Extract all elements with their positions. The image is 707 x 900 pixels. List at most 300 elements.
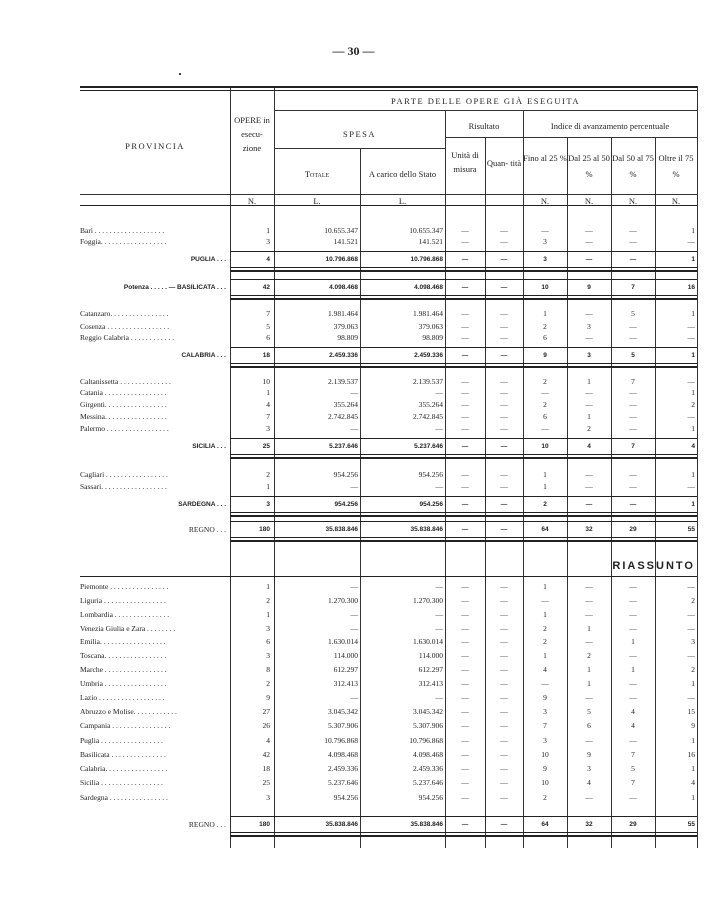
cell-sta: 954.256 (419, 501, 443, 508)
cell-tot: — (350, 610, 358, 619)
cell-sta: 10.796.868 (410, 256, 443, 263)
row-name: Caltanissetta . . . . . . . . . . . . . . (80, 377, 171, 386)
cell-c4: 1 (691, 388, 695, 397)
cell-c4: 2 (691, 596, 695, 605)
header-top-rule (80, 86, 697, 88)
cell-c2: — (585, 610, 593, 619)
cell-tot: 2.459.336 (328, 764, 358, 773)
cell-um: — (461, 377, 469, 386)
cell-opere: 4 (266, 736, 270, 745)
right-edge-line (697, 86, 698, 848)
cell-sta: — (435, 482, 443, 491)
cell-c4: 1 (691, 764, 695, 773)
cell-c2: 4 (587, 778, 591, 787)
cell-c4: — (687, 333, 695, 342)
cell-c2: — (585, 256, 593, 263)
cell-c3: — (629, 693, 637, 702)
row-name: Puglia . . . . . . . . . . . . . . . . . (80, 736, 163, 745)
cell-q: — (500, 470, 508, 479)
unit-totale: L. (313, 196, 321, 206)
cell-c1: — (541, 596, 549, 605)
cell-sta: 355.264 (418, 400, 443, 409)
cell-c2: — (585, 333, 593, 342)
cell-opere: 3 (266, 424, 270, 433)
cell-c1: 6 (543, 412, 547, 421)
row-name: Lazio . . . . . . . . . . . . . . . . . . (80, 693, 165, 702)
cell-c2: 1 (587, 679, 591, 688)
cell-c4: — (687, 237, 695, 246)
cell-opere: 18 (262, 764, 270, 773)
cell-sta: 5.307.906 (413, 721, 443, 730)
header-fino: Fino al 25 % (523, 153, 567, 163)
row-name: REGNO . . . (188, 820, 226, 829)
cell-c3: 7 (631, 443, 635, 450)
cell-c4: 1 (691, 309, 695, 318)
cell-c4: 2 (691, 665, 695, 674)
cell-um: — (461, 400, 469, 409)
unit-oltre: N. (671, 196, 681, 206)
row-name: PUGLIA . . . (190, 256, 226, 263)
cell-c3: 4 (631, 707, 635, 716)
cell-um: — (461, 721, 469, 730)
total-rule (230, 816, 697, 817)
cell-c4: 55 (687, 526, 695, 533)
cell-c4: 1 (691, 352, 695, 359)
cell-q: — (500, 333, 508, 342)
cell-q: — (500, 707, 508, 716)
row-name: Basilicata . . . . . . . . . . . . . . . (80, 750, 166, 759)
cell-sta: 1.630.014 (413, 637, 443, 646)
col-line (445, 110, 446, 848)
cell-opere: 4 (266, 256, 270, 263)
cell-sta: 379.063 (418, 322, 443, 331)
cell-sta: 35.838.846 (410, 821, 443, 828)
header-provincia: PROVINCIA (125, 141, 185, 151)
cell-c2: 5 (587, 707, 591, 716)
cell-sta: 954.256 (418, 470, 443, 479)
cell-c1: — (541, 679, 549, 688)
cell-c4: 9 (691, 721, 695, 730)
cell-c3: — (629, 400, 637, 409)
cell-um: — (461, 352, 469, 359)
cell-c1: 9 (543, 352, 547, 359)
cell-c1: 6 (543, 333, 547, 342)
cell-c3: 7 (631, 778, 635, 787)
cell-c3: 29 (629, 821, 637, 828)
cell-c3: — (629, 388, 637, 397)
cell-opere: 2 (266, 596, 270, 605)
cell-c4: — (687, 693, 695, 702)
cell-tot: 10.655.347 (324, 226, 358, 235)
cell-c2: — (585, 793, 593, 802)
row-name: Palermo . . . . . . . . . . . . . . . . . (80, 424, 169, 433)
cell-c1: 7 (543, 721, 547, 730)
cell-tot: 954.256 (333, 470, 358, 479)
cell-q: — (500, 736, 508, 745)
cell-c2: 32 (585, 526, 593, 533)
cell-q: — (500, 352, 508, 359)
cell-tot: 141.521 (333, 237, 358, 246)
row-name: Liguria . . . . . . . . . . . . . . . . . (80, 596, 166, 605)
cell-opere: 3 (266, 237, 270, 246)
cell-q: — (500, 443, 508, 450)
cell-q: — (500, 388, 508, 397)
cell-tot: 954.256 (334, 501, 358, 508)
cell-opere: 6 (266, 333, 270, 342)
cell-c2: — (585, 582, 593, 591)
cell-sta: — (435, 693, 443, 702)
stray-dot (179, 73, 181, 75)
total-rule (230, 347, 697, 348)
cell-sta: 954.256 (418, 793, 443, 802)
row-name: Toscana. . . . . . . . . . . . . . . . . (80, 651, 167, 660)
cell-c2: 2 (587, 651, 591, 660)
cell-c4: 1 (691, 679, 695, 688)
cell-c1: 2 (543, 637, 547, 646)
cell-c3: 1 (631, 665, 635, 674)
cell-um: — (461, 284, 469, 291)
cell-opere: 3 (266, 624, 270, 633)
cell-opere: 3 (266, 793, 270, 802)
cell-opere: 2 (266, 679, 270, 688)
cell-tot: 35.838.846 (325, 526, 358, 533)
row-name: Piemonte . . . . . . . . . . . . . . . . (80, 582, 169, 591)
row-name: Cosenza . . . . . . . . . . . . . . . . . (80, 322, 170, 331)
cell-c2: — (585, 482, 593, 491)
row-name: Emilia. . . . . . . . . . . . . . . . . . (80, 637, 166, 646)
cell-c4: 4 (691, 778, 695, 787)
cell-c1: 10 (541, 750, 549, 759)
cell-c1: — (541, 388, 549, 397)
cell-c4: — (687, 610, 695, 619)
cell-c1: 64 (541, 526, 549, 533)
cell-um: — (461, 482, 469, 491)
cell-c4: — (687, 322, 695, 331)
cell-c3: — (629, 679, 637, 688)
cell-sta: 5.237.646 (413, 778, 443, 787)
cell-tot: — (350, 582, 358, 591)
unit-dal25: N. (584, 196, 594, 206)
cell-c4: 3 (691, 637, 695, 646)
header-opere: OPERE in esecu- zione (234, 115, 270, 153)
cell-c2: 9 (587, 284, 591, 291)
cell-tot: 1.270.300 (328, 596, 358, 605)
cell-c4: 55 (687, 821, 695, 828)
total-rule (230, 363, 697, 364)
cell-sta: 10.796.868 (409, 736, 443, 745)
cell-sta: 2.459.336 (413, 764, 443, 773)
cell-opere: 10 (262, 377, 270, 386)
cell-tot: 4.098.468 (329, 284, 358, 291)
row-name: Lombardia . . . . . . . . . . . . . . . (80, 610, 170, 619)
cell-c4: 16 (687, 750, 695, 759)
row-name: Venezia Giulia e Zara . . . . . . . . (80, 624, 176, 633)
row-name: CALABRIA . . . (181, 352, 226, 359)
cell-c3: 1 (631, 637, 635, 646)
row-name: SICILIA . . . (192, 443, 226, 450)
col-line (655, 137, 656, 848)
cell-um: — (461, 322, 469, 331)
cell-q: — (500, 400, 508, 409)
header-dal50: Dal 50 al 75 % (612, 153, 654, 179)
cell-opere: 180 (259, 526, 270, 533)
row-name: Catania . . . . . . . . . . . . . . . . . (80, 388, 167, 397)
unit-dal50: N. (628, 196, 638, 206)
row-name: Girgenti. . . . . . . . . . . . . . . . . (80, 400, 167, 409)
cell-c4: — (687, 377, 695, 386)
cell-c1: — (541, 226, 549, 235)
total-rule (230, 251, 697, 252)
cell-q: — (500, 596, 508, 605)
cell-c1: 64 (541, 821, 549, 828)
total-rule (230, 295, 697, 296)
cell-um: — (461, 707, 469, 716)
cell-c3: — (629, 736, 637, 745)
cell-c1: 1 (543, 470, 547, 479)
total-rule (230, 496, 697, 497)
col-line (523, 110, 524, 848)
cell-c1: 2 (543, 501, 547, 508)
cell-sta: 612.297 (418, 665, 443, 674)
cell-c2: 9 (587, 750, 591, 759)
cell-opere: 42 (262, 284, 270, 291)
cell-c3: 5 (631, 352, 635, 359)
cell-c4: 1 (691, 470, 695, 479)
cell-c1: 9 (543, 764, 547, 773)
cell-opere: 1 (266, 582, 270, 591)
cell-c3: — (629, 322, 637, 331)
cell-c1: 3 (543, 736, 547, 745)
cell-q: — (500, 526, 508, 533)
row-name: Sassari. . . . . . . . . . . . . . . . . . (80, 482, 167, 491)
cell-opere: 3 (266, 651, 270, 660)
cell-opere: 1 (266, 610, 270, 619)
cell-um: — (461, 333, 469, 342)
cell-c1: 2 (543, 322, 547, 331)
cell-c3: 7 (631, 377, 635, 386)
cell-c2: — (585, 693, 593, 702)
cell-c3: 5 (631, 764, 635, 773)
cell-tot: 1.630.014 (328, 637, 358, 646)
cell-q: — (500, 793, 508, 802)
cell-c2: — (585, 226, 593, 235)
row-name: Sardegna . . . . . . . . . . . . . . . . (80, 793, 168, 802)
cell-um: — (461, 237, 469, 246)
cell-q: — (500, 284, 508, 291)
header-spesa: SPESA (342, 129, 376, 139)
cell-c2: — (585, 501, 593, 508)
col-line (611, 137, 612, 848)
cell-um: — (461, 501, 469, 508)
cell-um: — (461, 424, 469, 433)
cell-c4: 2 (691, 400, 695, 409)
header-parte: PARTE DELLE OPERE GIÀ ESEGUITA (391, 96, 580, 106)
cell-opere: 26 (262, 721, 270, 730)
page-number: — 30 — (332, 44, 375, 58)
cell-q: — (500, 679, 508, 688)
cell-sta: 114.000 (418, 651, 443, 660)
cell-c2: 32 (585, 821, 593, 828)
header-totale: Totale (304, 169, 330, 179)
cell-tot: 10.796.868 (324, 736, 358, 745)
total-rule (230, 457, 697, 459)
riassunto-title: RIASSUNTO (612, 560, 695, 572)
cell-c4: 1 (691, 256, 695, 263)
cell-sta: — (435, 582, 443, 591)
total-rule (230, 454, 697, 455)
row-name: Campania . . . . . . . . . . . . . . . . (80, 721, 171, 730)
unit-opere: N. (247, 196, 257, 206)
cell-c4: 1 (691, 424, 695, 433)
cell-c1: 10 (541, 778, 549, 787)
cell-c2: — (585, 388, 593, 397)
cell-q: — (500, 778, 508, 787)
cell-um: — (461, 610, 469, 619)
cell-q: — (500, 764, 508, 773)
header-dal25: Dal 25 al 50 % (568, 153, 610, 179)
cell-c2: — (585, 309, 593, 318)
cell-c2: — (585, 237, 593, 246)
cell-c2: 1 (587, 412, 591, 421)
cell-q: — (500, 624, 508, 633)
cell-c1: 1 (543, 651, 547, 660)
cell-opere: 5 (266, 322, 270, 331)
cell-tot: 2.459.336 (329, 352, 358, 359)
cell-um: — (461, 388, 469, 397)
cell-tot: 1.981.464 (328, 309, 358, 318)
cell-c1: 9 (543, 693, 547, 702)
total-rule (230, 540, 697, 542)
cell-c3: — (629, 610, 637, 619)
row-name: Sicilia . . . . . . . . . . . . . . . . . (80, 778, 163, 787)
cell-c3: 7 (631, 750, 635, 759)
cell-q: — (500, 226, 508, 235)
cell-q: — (500, 821, 508, 828)
cell-c1: 3 (543, 707, 547, 716)
cell-opere: 27 (262, 707, 270, 716)
cell-um: — (461, 443, 469, 450)
cell-tot: 312.413 (333, 679, 358, 688)
cell-tot: — (350, 624, 358, 633)
cell-c2: 1 (587, 377, 591, 386)
cell-tot: — (350, 424, 358, 433)
cell-tot: 2.742.845 (328, 412, 358, 421)
cell-um: — (461, 821, 469, 828)
cell-um: — (461, 651, 469, 660)
cell-tot: 3.045.342 (328, 707, 358, 716)
cell-c3: — (629, 226, 637, 235)
cell-tot: 5.237.646 (328, 778, 358, 787)
cell-c1: 1 (543, 610, 547, 619)
row-name: Reggio Calabria . . . . . . . . . . . . (80, 333, 174, 342)
cell-opere: 3 (266, 501, 270, 508)
row-name: Foggia. . . . . . . . . . . . . . . . . . (80, 237, 167, 246)
cell-sta: 98.809 (422, 333, 443, 342)
cell-sta: 312.413 (418, 679, 443, 688)
cell-q: — (500, 309, 508, 318)
cell-sta: — (435, 624, 443, 633)
cell-c3: — (629, 470, 637, 479)
unit-fino: N. (540, 196, 550, 206)
cell-q: — (500, 721, 508, 730)
cell-c2: 4 (587, 443, 591, 450)
cell-um: — (461, 679, 469, 688)
cell-c3: — (629, 651, 637, 660)
cell-opere: 4 (266, 400, 270, 409)
header-unita: Unità di misura (451, 150, 479, 174)
total-rule (230, 521, 697, 522)
cell-um: — (461, 736, 469, 745)
cell-c1: 10 (541, 443, 549, 450)
cell-c3: — (629, 596, 637, 605)
cell-q: — (500, 501, 508, 508)
cell-c3: — (629, 482, 637, 491)
total-rule (230, 438, 697, 439)
cell-c1: 1 (543, 582, 547, 591)
cell-q: — (500, 377, 508, 386)
total-rule (230, 267, 697, 268)
header-line-sub (445, 137, 697, 138)
cell-um: — (461, 309, 469, 318)
cell-c1: 1 (543, 309, 547, 318)
cell-c3: — (629, 237, 637, 246)
cell-c4: 1 (691, 226, 695, 235)
cell-q: — (500, 610, 508, 619)
cell-um: — (461, 412, 469, 421)
cell-tot: — (350, 388, 358, 397)
cell-sta: 35.838.846 (410, 526, 443, 533)
col-line (360, 148, 361, 848)
cell-um: — (461, 665, 469, 674)
cell-q: — (500, 651, 508, 660)
cell-sta: 4.098.468 (413, 750, 443, 759)
cell-opere: 6 (266, 637, 270, 646)
total-rule (230, 512, 697, 513)
cell-opere: 7 (266, 309, 270, 318)
cell-um: — (461, 624, 469, 633)
cell-c4: 1 (691, 793, 695, 802)
cell-c1: 2 (543, 377, 547, 386)
cell-c1: — (541, 424, 549, 433)
cell-opere: 25 (262, 443, 270, 450)
total-rule (230, 366, 697, 368)
cell-tot: — (350, 693, 358, 702)
cell-tot: 612.297 (333, 665, 358, 674)
cell-c2: 2 (587, 424, 591, 433)
cell-q: — (500, 424, 508, 433)
cell-um: — (461, 226, 469, 235)
cell-c4: — (687, 624, 695, 633)
cell-c2: — (585, 596, 593, 605)
cell-sta: 1.981.464 (413, 309, 443, 318)
cell-um: — (461, 596, 469, 605)
cell-q: — (500, 256, 508, 263)
cell-c1: 2 (543, 624, 547, 633)
row-name: Umbria . . . . . . . . . . . . . . . . . (80, 679, 167, 688)
row-name: Marche . . . . . . . . . . . . . . . . . (80, 665, 167, 674)
cell-q: — (500, 412, 508, 421)
cell-c1: 2 (543, 400, 547, 409)
header-indice: Indice di avanzamento percentuale (550, 121, 670, 131)
cell-c3: — (629, 412, 637, 421)
cell-tot: 5.307.906 (328, 721, 358, 730)
cell-um: — (461, 693, 469, 702)
cell-q: — (500, 322, 508, 331)
row-name: REGNO . . . (188, 525, 226, 534)
cell-c3: 29 (629, 526, 637, 533)
cell-um: — (461, 637, 469, 646)
total-rule (230, 835, 697, 837)
